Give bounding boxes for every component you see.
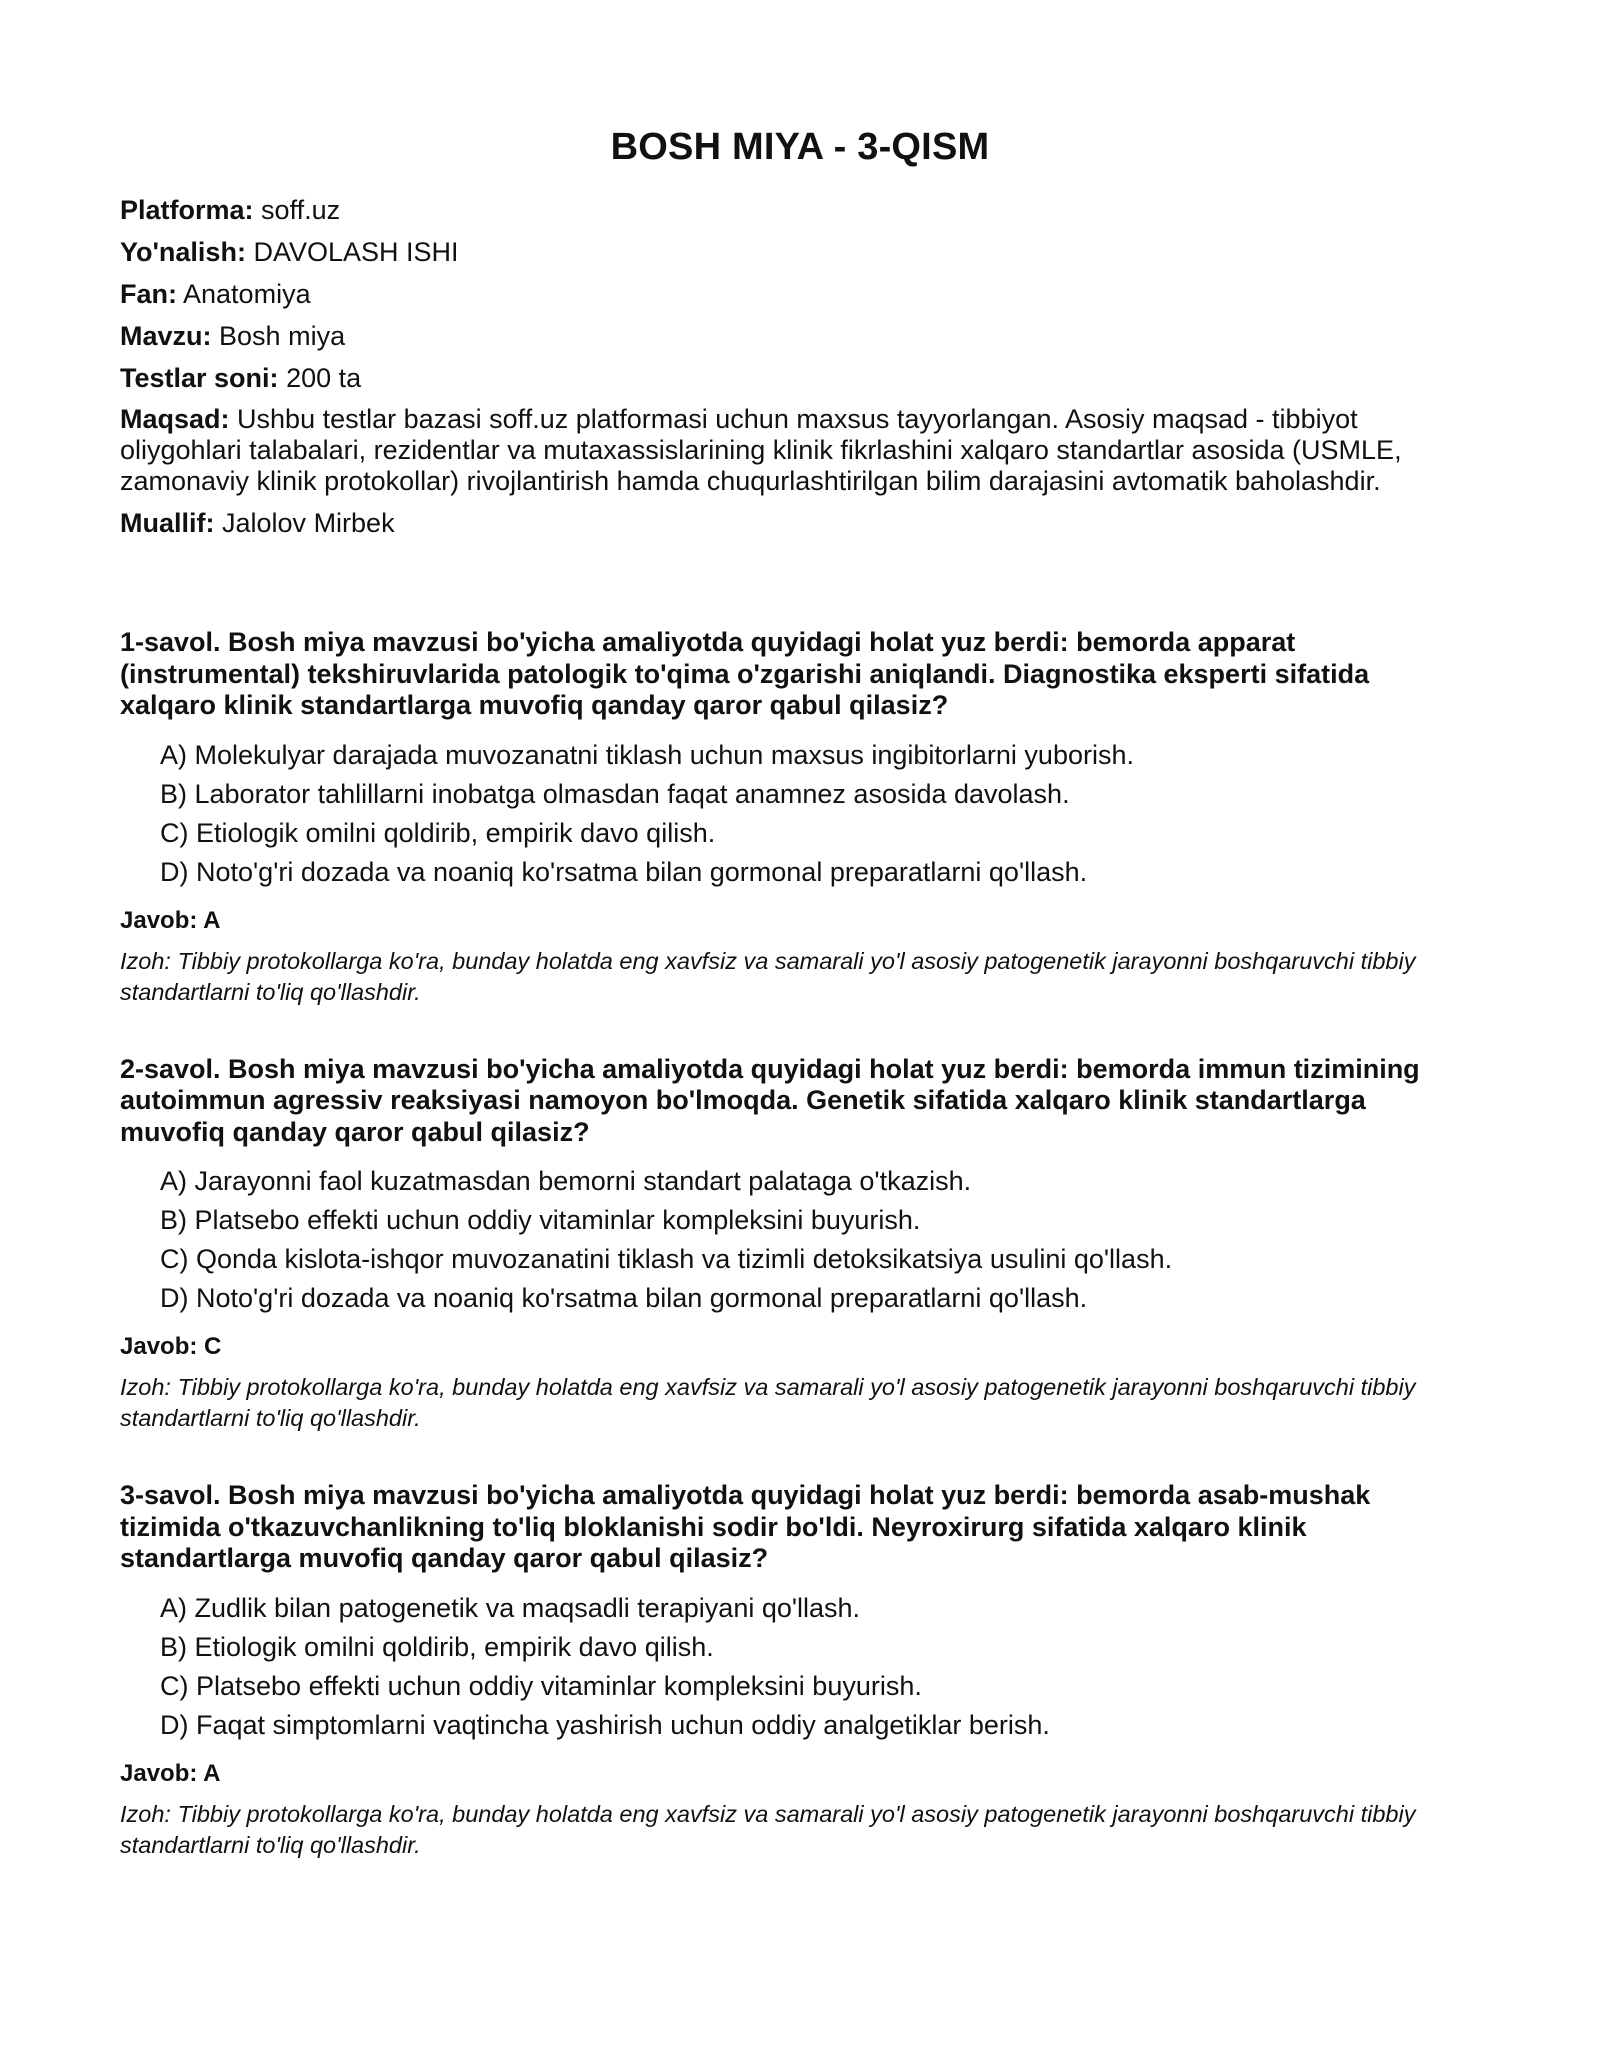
option-c: C) Qonda kislota-ishqor muvozanatini tiklash va tizimli detoksikatsiya usulini qo'llash. bbox=[160, 1244, 1173, 1274]
meta-value: soff.uz bbox=[261, 195, 341, 225]
option-d: D) Noto'g'ri dozada va noaniq ko'rsatma bilan gormonal preparatlarni qo'llash. bbox=[160, 1283, 1088, 1313]
meta-label: Fan: bbox=[120, 279, 177, 309]
option-b: B) Platsebo effekti uchun oddiy vitaminlar kompleksini buyurish. bbox=[160, 1205, 921, 1235]
answer-label: Javob: A bbox=[120, 1759, 221, 1787]
question-text: 2-savol. Bosh miya mavzusi bo'yicha amaliyotda quyidagi holat yuz berdi: bemorda immun tizimining autoimmun agressiv reaksiyasi namoyon bo'lmoqda. Genetik sifatida xalqaro klinik standartlarga muvofiq qanday qaror qabul qilasiz? bbox=[120, 1053, 1420, 1147]
document-page bbox=[120, 0, 1480, 1907]
question-item bbox=[120, 1054, 1480, 1435]
meta-value: Bosh miya bbox=[219, 321, 346, 351]
answer-label: Javob: A bbox=[120, 906, 221, 934]
option-list bbox=[160, 736, 1480, 892]
explanation-note: Izoh: Tibbiy protokollarga ko'ra, bunday holatda eng xavfsiz va samarali yo'l asosiy patogenetik jarayonni boshqaruvchi tibbiy standartlarni to'liq qo'llashdir. bbox=[120, 947, 1416, 1005]
meta-value: 200 ta bbox=[286, 363, 362, 393]
meta-label: Platforma: bbox=[120, 195, 254, 225]
explanation-note: Izoh: Tibbiy protokollarga ko'ra, bunday holatda eng xavfsiz va samarali yo'l asosiy patogenetik jarayonni boshqaruvchi tibbiy standartlarni to'liq qo'llashdir. bbox=[120, 1374, 1416, 1431]
meta-label: Mavzu: bbox=[120, 321, 212, 351]
meta-subject bbox=[120, 278, 1480, 310]
option-c: C) Platsebo effekti uchun oddiy vitaminlar kompleksini buyurish. bbox=[160, 1670, 922, 1701]
document-meta bbox=[120, 194, 1480, 539]
meta-author bbox=[120, 507, 1480, 539]
meta-direction bbox=[120, 236, 1480, 268]
question-item bbox=[120, 627, 1480, 1008]
option-d: D) Noto'g'ri dozada va noaniq ko'rsatma bilan gormonal preparatlarni qo'llash. bbox=[160, 856, 1088, 887]
option-d: D) Faqat simptomlarni vaqtincha yashirish uchun oddiy analgetiklar berish. bbox=[160, 1709, 1050, 1740]
meta-value: DAVOLASH ISHI bbox=[253, 237, 459, 267]
option-b: B) Etiologik omilni qoldirib, empirik davo qilish. bbox=[160, 1631, 714, 1662]
option-list bbox=[160, 1162, 1480, 1318]
option-b: B) Laborator tahlillarni inobatga olmasdan faqat anamnez asosida davolash. bbox=[160, 778, 1070, 809]
meta-label: Yo'nalish: bbox=[120, 237, 246, 267]
meta-topic bbox=[120, 320, 1480, 352]
option-a: A) Jarayonni faol kuzatmasdan bemorni standart palataga o'tkazish. bbox=[160, 1166, 972, 1196]
option-a: A) Zudlik bilan patogenetik va maqsadli terapiyani qo'llash. bbox=[160, 1592, 861, 1623]
option-c: C) Etiologik omilni qoldirib, empirik davo qilish. bbox=[160, 817, 716, 848]
option-list bbox=[160, 1589, 1480, 1745]
meta-goal bbox=[120, 404, 1480, 497]
meta-label: Testlar soni: bbox=[120, 363, 279, 393]
question-text: 3-savol. Bosh miya mavzusi bo'yicha amaliyotda quyidagi holat yuz berdi: bemorda asab-mushak tizimida o'tkazuvchanlikning to'liq bloklanishi sodir bo'ldi. Neyroxirurg sifatida xalqaro klinik standartlarga muvofiq qanday qaror qabul qilasiz? bbox=[120, 1480, 1371, 1573]
meta-value: Jalolov Mirbek bbox=[222, 508, 395, 538]
meta-value: Ushbu testlar bazasi soff.uz platformasi uchun maxsus tayyorlangan. Asosiy maqsad - tibbiyot oliygohlari talabalari, rezidentlar va mutaxassislarining klinik fikrlashini xalqaro standartlar asosida (USMLE, zamonaviy klinik protokollar) rivojlantirish hamda chuqurlashtirilgan bilim darajasini avtomatik baholashdir. bbox=[120, 404, 1402, 496]
question-item bbox=[120, 1480, 1480, 1861]
question-list bbox=[120, 627, 1480, 1861]
question-text: 1-savol. Bosh miya mavzusi bo'yicha amaliyotda quyidagi holat yuz berdi: bemorda apparat (instrumental) tekshiruvlarida patologik to'qima o'zgarishi aniqlandi. Diagnostika eksperti sifatida xalqaro klinik standartlarga muvofiq qanday qaror qabul qilasiz? bbox=[120, 627, 1370, 720]
meta-platform bbox=[120, 194, 1480, 226]
option-a: A) Molekulyar darajada muvozanatni tiklash uchun maxsus ingibitorlarni yuborish. bbox=[160, 739, 1134, 770]
meta-test-count bbox=[120, 362, 1480, 394]
meta-value: Anatomiya bbox=[183, 279, 311, 309]
explanation-note: Izoh: Tibbiy protokollarga ko'ra, bunday holatda eng xavfsiz va samarali yo'l asosiy patogenetik jarayonni boshqaruvchi tibbiy standartlarni to'liq qo'llashdir. bbox=[120, 1800, 1416, 1858]
answer-label: Javob: C bbox=[120, 1333, 222, 1360]
meta-label: Maqsad: bbox=[120, 404, 230, 434]
meta-label: Muallif: bbox=[120, 508, 215, 538]
document-title: BOSH MIYA - 3-QISM bbox=[610, 126, 990, 168]
